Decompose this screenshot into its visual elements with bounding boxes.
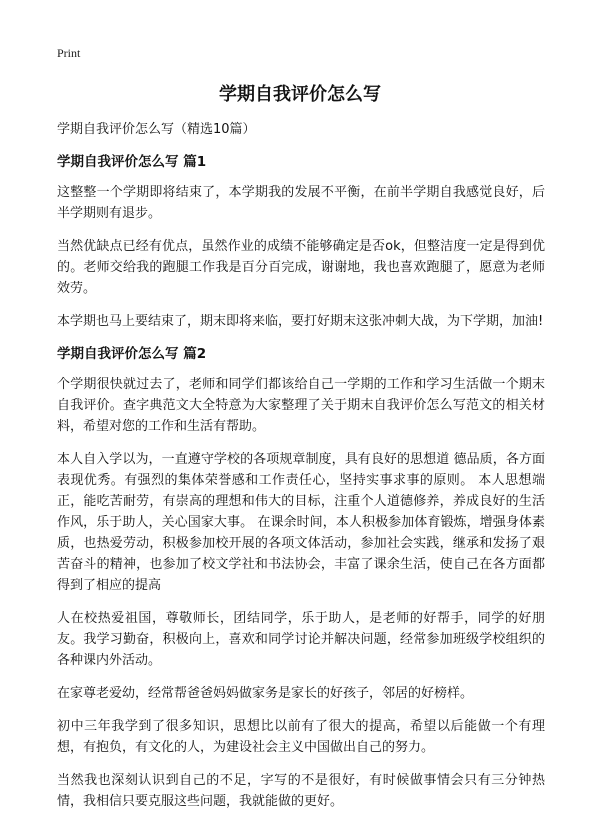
page-title: 学期自我评价怎么写 [219, 84, 381, 105]
paragraph: 本学期也马上要结束了，期末即将来临，要打好期末这张冲刺大战，为下学期，加油! [57, 314, 544, 329]
document-subtitle: 学期自我评价怎么写（精选10篇） [57, 122, 256, 137]
print-link[interactable]: Print [57, 46, 81, 60]
paragraph: 当然我也深刻认识到自己的不足，字写的不是很好，有时候做事情会只有三分钟热情，我相信只要克服这些问题，我就能做的更好。 [57, 773, 545, 809]
section-heading: 学期自我评价怎么写 篇2 [57, 346, 207, 362]
paragraph: 在家尊老爱幼，经常帮爸爸妈妈做家务是家长的好孩子，邻居的好榜样。 [57, 686, 474, 701]
document-body [57, 120, 545, 824]
paragraph: 人在校热爱祖国，尊敬师长，团结同学，乐于助人，是老师的好帮手，同学的好朋友。我学习勤奋，积极向上，喜欢和同学讨论并解决问题，经常参加班级学校组织的各种课内外活动。 [57, 611, 545, 668]
paragraph: 当然优缺点已经有优点，虽然作业的成绩不能够确定是否ok，但整洁度一定是得到优的。老师交给我的跑腿工作我是百分百完成，谢谢地，我也喜欢跑腿了，愿意为老师效劳。 [57, 239, 545, 296]
section-1 [57, 152, 545, 332]
paragraph: 个学期很快就过去了，老师和同学们都该给自己一学期的工作和学习生活做一个期末自我评价。查字典范文大全特意为大家整理了关于期末自我评价怎么写范文的相关材料，希望对您的工作和生活有帮助。 [57, 377, 545, 434]
section-heading: 学期自我评价怎么写 篇1 [57, 154, 207, 170]
paragraph: 本人自入学以为，一直遵守学校的各项规章制度，具有良好的思想道 德品质，各方面表现优秀。有强烈的集体荣誉感和工作责任心，坚持实事求事的原则。 本人思想端正，能吃苦耐劳，有崇高的理想和伟大的目标，注重个人道德修养，养成良好的生活作风，乐于助人，关心国家大事。 在课余时间，本人积极参加体育锻炼，增强身体素质，也热爱劳动，积极参加校开展的各项文体活动，参加社会实践，继承和发扬了艰苦奋斗的精神，也参加了校文学社和书法协会，丰富了课余生活，使自己在各方面都得到了相应的提高 [57, 452, 545, 593]
paragraph: 初中三年我学到了很多知识，思想比以前有了很大的提高，希望以后能做一个有理想，有抱负，有文化的人，为建设社会主义中国做出自己的努力。 [57, 719, 545, 755]
section-2 [57, 344, 545, 812]
paragraph: 这整整一个学期即将结束了，本学期我的发展不平衡，在前半学期自我感觉良好，后半学期则有退步。 [57, 185, 545, 221]
